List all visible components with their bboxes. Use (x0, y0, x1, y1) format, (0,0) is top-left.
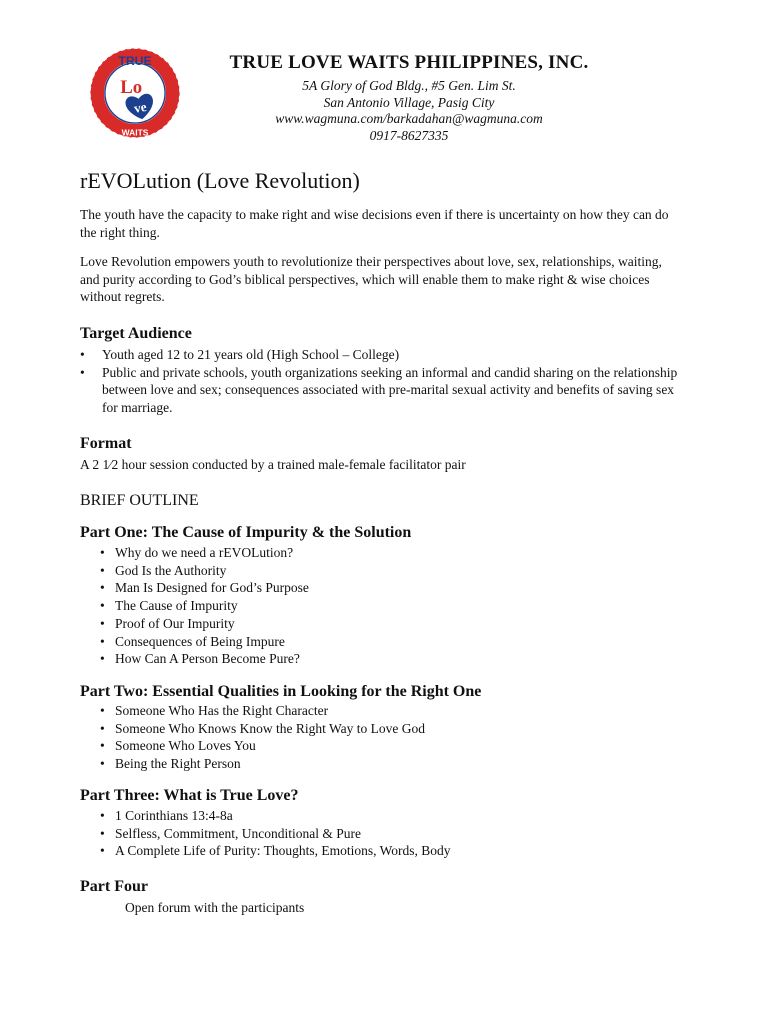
list-item: • Someone Who Knows Know the Right Way to Love God (100, 720, 660, 738)
contact-web-email: www.wagmuna.com/barkadahan@wagmuna.com (275, 111, 543, 126)
brief-outline-heading: BRIEF OUTLINE (80, 492, 199, 509)
part-two-heading: Part Two: Essential Qualities in Looking for the Right One (80, 683, 482, 700)
target-audience-list (80, 346, 680, 417)
part-one-list (100, 544, 660, 668)
address-line: San Antonio Village, Pasig City (323, 94, 495, 110)
part-four-text: Open forum with the participants (125, 900, 305, 915)
letterhead (200, 52, 618, 144)
list-item: • 1 Corinthians 13:4-8a (100, 807, 660, 825)
list-item: • Man Is Designed for God’s Purpose (100, 579, 660, 597)
address-line: 5A Glory of God Bldg., #5 Gen. Lim St. (302, 78, 516, 93)
list-item: • The Cause of Impurity (100, 597, 660, 615)
format-heading: Format (80, 435, 132, 452)
contact-phone: 0917-8627335 (369, 127, 449, 143)
logo-text-center-2: ve (132, 98, 148, 116)
part-one-heading: Part One: The Cause of Impurity & the Solution (80, 524, 412, 541)
list-item: • Consequences of Being Impure (100, 633, 660, 651)
intro-paragraph: The youth have the capacity to make right and wise decisions even if there is uncertainty on how they can do the right thing. (80, 207, 669, 240)
list-item: • Why do we need a rEVOLution? (100, 544, 660, 562)
list-item: • Someone Who Loves You (100, 737, 660, 755)
part-three-list (100, 807, 660, 860)
part-two-list (100, 702, 660, 773)
org-name: TRUE LOVE WAITS PHILIPPINES, INC. (229, 52, 589, 73)
target-audience-heading: Target Audience (80, 325, 192, 342)
list-item: • A Complete Life of Purity: Thoughts, Emotions, Words, Body (100, 842, 660, 860)
list-item: • Someone Who Has the Right Character (100, 702, 660, 720)
list-item: • How Can A Person Become Pure? (100, 650, 660, 668)
part-four-heading: Part Four (80, 878, 148, 895)
part-three-heading: Part Three: What is True Love? (80, 787, 299, 804)
list-item: • Proof of Our Impurity (100, 615, 660, 633)
format-text: A 2 1⁄2 hour session conducted by a trained male-female facilitator pair (80, 457, 466, 472)
list-item: • Being the Right Person (100, 755, 660, 773)
logo-text-top: TRUE (118, 53, 152, 68)
list-item: • Youth aged 12 to 21 years old (High School – College) (80, 346, 680, 364)
list-item: • Public and private schools, youth organizations seeking an informal and candid sharing on the relationship between love and sex; consequences associated with pre-marital sexual activity and benefits of saving sex for marriage. (80, 364, 680, 417)
document-title: rEVOLution (Love Revolution) (80, 168, 360, 193)
logo-text-bottom: WAITS (121, 127, 149, 138)
true-love-waits-logo (88, 46, 182, 140)
description-paragraph: Love Revolution empowers youth to revolutionize their perspectives about love, sex, relationships, waiting, and purity according to God’s biblical perspectives, which will enable them to make right & wise choices without regrets. (80, 254, 662, 304)
logo-text-center-1: Lo (120, 77, 143, 98)
list-item: • Selfless, Commitment, Unconditional & Pure (100, 825, 660, 843)
list-item: • God Is the Authority (100, 562, 660, 580)
